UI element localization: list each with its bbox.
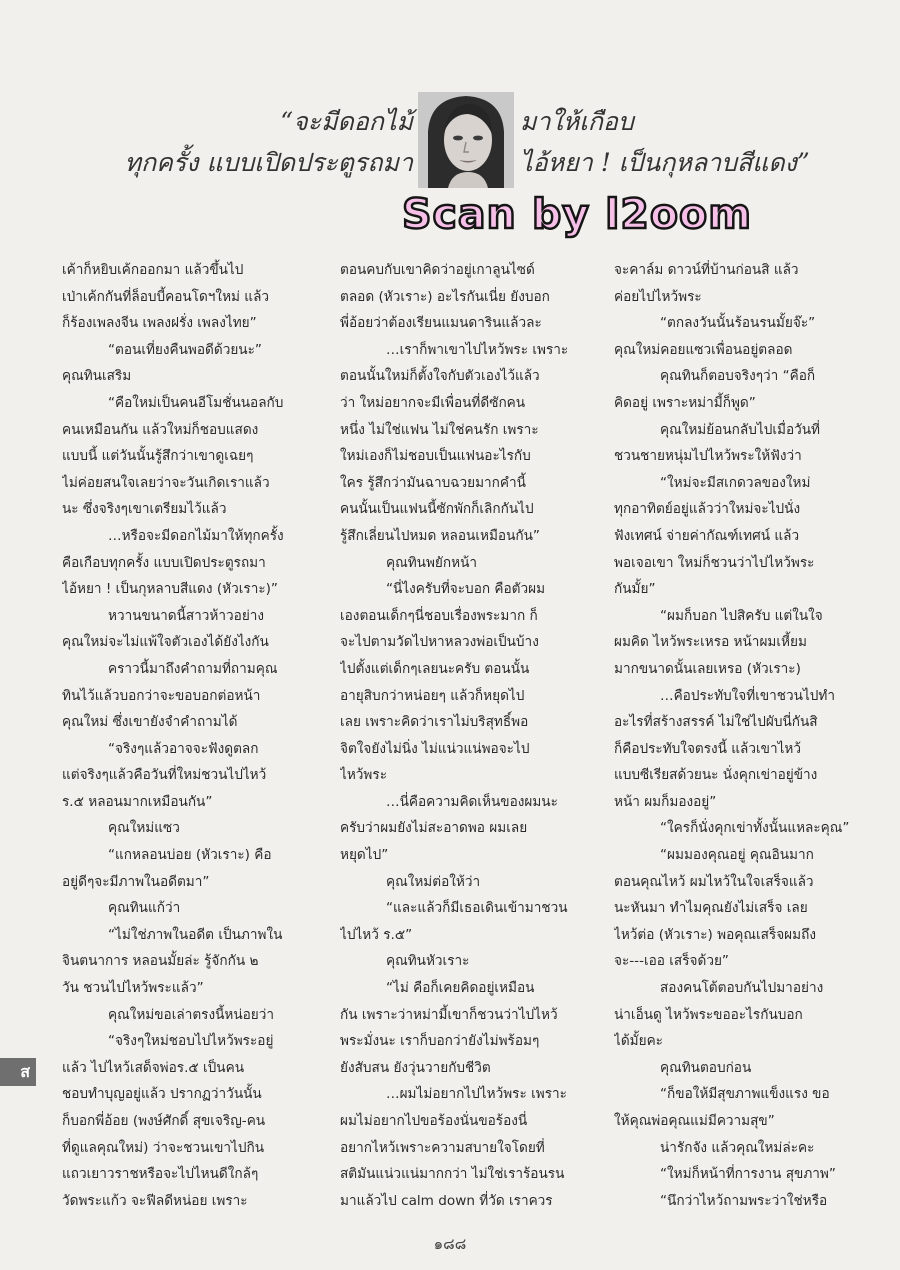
text-line: กันมั้ย” xyxy=(614,581,656,598)
text-line: หน้า ผมก็มองอยู่” xyxy=(614,793,717,810)
text-line: “คือใหม่เป็นคนอีโมชั่นนอลกับ xyxy=(108,394,284,411)
text-line: ชวนชายหนุ่มไปไหว้พระให้ฟังว่า xyxy=(614,448,802,465)
text-line: คุณใหม่จะไม่แพ้ใจตัวเองได้ยังไงกัน xyxy=(62,634,269,651)
text-line: “ตอนเที่ยงคืนพอดีด้วยนะ” xyxy=(108,341,262,358)
text-line: ก็คือประทับใจตรงนี้ แล้วเขาไหว้ xyxy=(614,740,802,757)
text-line: สติมันแน่วแน่มากกว่า ไม่ใช่เราร้อนรน xyxy=(340,1166,565,1183)
text-line: “ผมมองคุณอยู่ คุณอินมาก xyxy=(660,847,814,864)
text-line: คุณทินหัวเราะ xyxy=(386,953,470,970)
text-line: คุณทินแก้ว่า xyxy=(108,900,181,917)
text-line: อยู่ดีๆจะมีภาพในอดีตมา” xyxy=(62,873,210,890)
pull-quote-line1-left: “จะมีดอกไม้ xyxy=(280,107,413,136)
text-line: มากขนาดนั้นเลยเหรอ (หัวเราะ) xyxy=(614,660,801,677)
text-line: ยังสับสน ยังวุ่นวายกับชีวิต xyxy=(340,1059,491,1076)
text-line: “จริงๆแล้วอาจจะฟังดูตลก xyxy=(108,740,259,757)
text-line: “ใครก็นั่งคุกเข่าทั้งนั้นแหละคุณ” xyxy=(660,820,850,837)
text-line: “ก็ขอให้มีสุขภาพแข็งแรง ขอ xyxy=(660,1086,830,1103)
text-line: จินตนาการ หลอนมั้ยล่ะ รู้จักกัน ๒ xyxy=(62,953,259,970)
text-line: คือเกือบทุกครั้ง แบบเปิดประตูรถมา xyxy=(62,554,266,571)
text-line: คิดอยู่ เพราะหม่ามี้ก็พูด” xyxy=(614,394,756,411)
text-line: ใคร รู้สึกว่ามันฉาบฉวยมากคำนี้ xyxy=(340,474,526,491)
text-line: ทินไว้แล้วบอกว่าจะขอบอกต่อหน้า xyxy=(62,687,261,704)
text-line: …เราก็พาเขาไปไหว้พระ เพราะ xyxy=(386,341,569,358)
text-line: “นี่ไงครับที่จะบอก คือตัวผม xyxy=(386,581,546,598)
text-line: “ไม่ใช่ภาพในอดีต เป็นภาพใน xyxy=(108,926,283,943)
text-line: คุณใหม่คอยแซวเพื่อนอยู่ตลอด xyxy=(614,341,793,358)
text-line: อายุสิบกว่าหน่อยๆ แล้วก็หยุดไป xyxy=(340,687,525,704)
text-line: “และแล้วก็มีเธอเดินเข้ามาชวน xyxy=(386,900,568,917)
text-line: คุณทินเสริม xyxy=(62,368,132,385)
text-line: ค่อยไปไหว้พระ xyxy=(614,288,702,305)
text-line: คนเหมือนกัน แล้วใหม่ก็ชอบแสดง xyxy=(62,421,259,438)
text-line: “แกหลอนบ่อย (หัวเราะ) คือ xyxy=(108,847,272,864)
section-tab: ส xyxy=(0,1058,36,1086)
text-line: ตอนนั้นใหม่ก็ตั้งใจกับตัวเองไว้แล้ว xyxy=(340,368,540,385)
text-line: ผมไม่อยากไปขอร้องนั่นขอร้องนี่ xyxy=(340,1113,528,1129)
text-line: ไหว้พระ xyxy=(340,767,387,784)
text-line: แล้ว ไปไหว้เสด็จพ่อร.๕ เป็นคน xyxy=(62,1059,244,1076)
text-line: คุณใหม่แซว xyxy=(108,820,180,837)
text-line: คุณทินตอบก่อน xyxy=(660,1059,752,1076)
text-line: วัดพระแก้ว จะฟีลดีหน่อย เพราะ xyxy=(62,1192,248,1209)
text-column-2 xyxy=(340,257,590,1214)
text-line: คุณใหม่ขอเล่าตรงนี้หน่อยว่า xyxy=(108,1006,275,1023)
portrait-photo-image xyxy=(418,92,514,188)
pull-quote-line1-right: มาให้เกือบ xyxy=(520,107,634,136)
text-line: หวานขนาดนี้สาวห้าวอย่าง xyxy=(108,607,265,624)
text-line: รู้สึกเลี่ยนไปหมด หลอนเหมือนกัน” xyxy=(340,527,540,544)
text-line: ตอนคุณไหว้ ผมไหว้ในใจเสร็จแล้ว xyxy=(614,873,814,890)
text-line: ตลอด (หัวเราะ) อะไรกันเนี่ย ยังบอก xyxy=(340,288,550,305)
text-line: ว่า ใหม่อยากจะมีเพื่อนที่ดีซักคน xyxy=(340,394,526,411)
text-line: อะไรที่สร้างสรรค์ ไม่ใช่ไปผับนี่กันสิ xyxy=(614,714,818,731)
text-line: ก็ร้องเพลงจีน เพลงฝรั่ง เพลงไทย” xyxy=(62,315,257,332)
text-line: ไม่ค่อยสนใจเลยว่าจะวันเกิดเราแล้ว xyxy=(62,474,270,491)
text-line: “ตกลงวันนั้นร้อนรนมั้ยจ๊ะ” xyxy=(660,315,816,332)
text-line: ใหม่เองก็ไม่ชอบเป็นแฟนอะไรกับ xyxy=(340,448,531,465)
text-line: พอเจอเขา ใหม่ก็ชวนว่าไปไหว้พระ xyxy=(614,554,815,571)
text-line: พระมั่งนะ เราก็บอกว่ายังไม่พร้อมๆ xyxy=(340,1033,540,1050)
text-line: กัน เพราะว่าหม่ามี้เขาก็ชวนว่าไปไหว้ xyxy=(340,1006,558,1023)
text-line: สองคนโต้ตอบกันไปมาอย่าง xyxy=(660,980,824,997)
text-line: ไอ้หยา ! เป็นกุหลาบสีแดง (หัวเราะ)” xyxy=(62,581,278,598)
text-line: คราวนี้มาถึงคำถามที่ถามคุณ xyxy=(108,660,278,677)
text-line: ได้มั้ยคะ xyxy=(614,1033,663,1050)
text-line: ร.๕ หลอนมากเหมือนกัน” xyxy=(62,793,213,810)
text-line: ไปตั้งแต่เด็กๆเลยนะครับ ตอนนั้น xyxy=(340,660,530,677)
text-column-3 xyxy=(614,257,866,1214)
text-line: …ผมไม่อยากไปไหว้พระ เพราะ xyxy=(386,1086,567,1103)
text-line: “นึกว่าไหว้ถามพระว่าใช่หรือ xyxy=(660,1192,828,1209)
text-line: ผมคิด ไหว้พระเหรอ หน้าผมเหี้ยม xyxy=(614,634,807,651)
portrait-photo xyxy=(418,92,514,188)
text-line: มาแล้วไป calm down ที่วัด เราควร xyxy=(340,1192,553,1209)
text-line: …หรือจะมีดอกไม้มาให้ทุกครั้ง xyxy=(108,527,284,544)
scan-watermark: Scan by l2oom xyxy=(402,190,752,238)
text-line: ชอบทำบุญอยู่แล้ว ปรากฏว่าวันนั้น xyxy=(62,1086,262,1103)
text-line: น่าเอ็นดู ไหว้พระขออะไรกันบอก xyxy=(614,1006,803,1023)
text-line: “ใหม่ก็หน้าที่การงาน สุขภาพ” xyxy=(660,1166,836,1183)
text-line: เป่าเค้กกันที่ล็อบบี้คอนโดฯใหม่ แล้ว xyxy=(62,288,270,305)
text-line: พี่อ้อยว่าต้องเรียนแมนดารินแล้วละ xyxy=(340,315,542,332)
text-line: แถวเยาวราชหรือจะไปไหนดีใกล้ๆ xyxy=(62,1166,259,1183)
text-line: ตอนคบกับเขาคิดว่าอยู่เกาลูนไซด์ xyxy=(340,262,535,278)
text-line: จะ---เออ เสร็จด้วย” xyxy=(614,953,729,970)
text-line: คุณทินก็ตอบจริงๆว่า “คือก็ xyxy=(660,368,816,385)
text-line: ไปไหว้ ร.๕” xyxy=(340,926,413,943)
text-line: ที่ดูแลคุณใหม่) ว่าจะชวนเขาไปกิน xyxy=(62,1139,265,1156)
text-line: นะหันมา ทำไมคุณยังไม่เสร็จ เลย xyxy=(614,900,808,917)
text-line: ก็บอกพี่อ้อย (พงษ์ศักดิ์ สุขเจริญ-คน xyxy=(62,1113,266,1129)
text-line: จะไปตามวัดไปหาหลวงพ่อเป็นบ้าง xyxy=(340,634,539,651)
text-line: คุณใหม่ต่อให้ว่า xyxy=(386,873,481,890)
text-line: ครับว่าผมยังไม่สะอาดพอ ผมเลย xyxy=(340,820,528,837)
text-line: …นี่คือความคิดเห็นของผมนะ xyxy=(386,793,558,810)
text-line: หยุดไป” xyxy=(340,847,389,864)
text-line: นะ ซึ่งจริงๆเขาเตรียมไว้แล้ว xyxy=(62,501,227,518)
text-line: วัน ชวนไปไหว้พระแล้ว” xyxy=(62,980,204,997)
pull-quote-line2-left: ทุกครั้ง แบบเปิดประตูรถมา xyxy=(124,148,413,177)
text-line: แต่จริงๆแล้วคือวันที่ใหม่ชวนไปไหว้ xyxy=(62,767,267,784)
text-line: เลย เพราะคิดว่าเราไม่บริสุทธิ์พอ xyxy=(340,714,529,731)
text-line: ไหว้ต่อ (หัวเราะ) พอคุณเสร็จผมถึง xyxy=(614,926,816,943)
page-number: ๑๘๘ xyxy=(433,1235,467,1253)
text-line: เค้าก็หยิบเค้กออกมา แล้วขึ้นไป xyxy=(62,262,244,278)
text-line: “ผมก็บอก ไปสิครับ แต่ในใจ xyxy=(660,607,823,624)
text-line: “ไม่ คือก็เคยคิดอยู่เหมือน xyxy=(386,980,535,997)
text-line: คุณใหม่ย้อนกลับไปเมื่อวันที่ xyxy=(660,421,820,438)
text-line: ให้คุณพ่อคุณแม่มีความสุข” xyxy=(614,1113,775,1129)
text-line: แบบนี้ แต่วันนั้นรู้สึกว่าเขาดูเฉยๆ xyxy=(62,448,254,465)
text-line: …คือประทับใจที่เขาชวนไปทำ xyxy=(660,687,836,704)
text-line: “จริงๆใหม่ชอบไปไหว้พระอยู่ xyxy=(108,1033,274,1050)
text-line: จะคาล์ม ดาวน์ที่บ้านก่อนสิ แล้ว xyxy=(614,262,799,278)
text-line: อยากไหว้เพราะความสบายใจโดยที่ xyxy=(340,1139,545,1156)
pull-quote-line2-right: ไอ้หยา ! เป็นกุหลาบสีแดง” xyxy=(520,148,810,177)
text-column-1 xyxy=(62,257,312,1214)
text-line: แบบซีเรียสด้วยนะ นั่งคุกเข่าอยู่ข้าง xyxy=(614,767,818,784)
text-line: หนึ่ง ไม่ใช่แฟน ไม่ใช่คนรัก เพราะ xyxy=(340,421,539,438)
text-line: ทุกอาทิตย์อยู่แล้วว่าใหม่จะไปนั่ง xyxy=(614,501,801,518)
text-line: “ใหม่จะมีสเกดวลของใหม่ xyxy=(660,474,811,491)
text-line: จิตใจยังไม่นิ่ง ไม่แน่วแน่พอจะไป xyxy=(340,740,530,757)
text-line: น่ารักจัง แล้วคุณใหม่ล่ะคะ xyxy=(660,1139,815,1156)
text-line: คนนั้นเป็นแฟนนี้ซักพักก็เลิกกันไป xyxy=(340,501,534,518)
text-line: เองตอนเด็กๆนี่ชอบเรื่องพระมาก ก็ xyxy=(340,607,538,624)
text-line: คุณทินพยักหน้า xyxy=(386,554,478,571)
text-line: ฟังเทศน์ จ่ายค่ากัณฑ์เทศน์ แล้ว xyxy=(614,527,800,544)
text-line: คุณใหม่ ซึ่งเขายังจำคำถามได้ xyxy=(62,714,238,731)
